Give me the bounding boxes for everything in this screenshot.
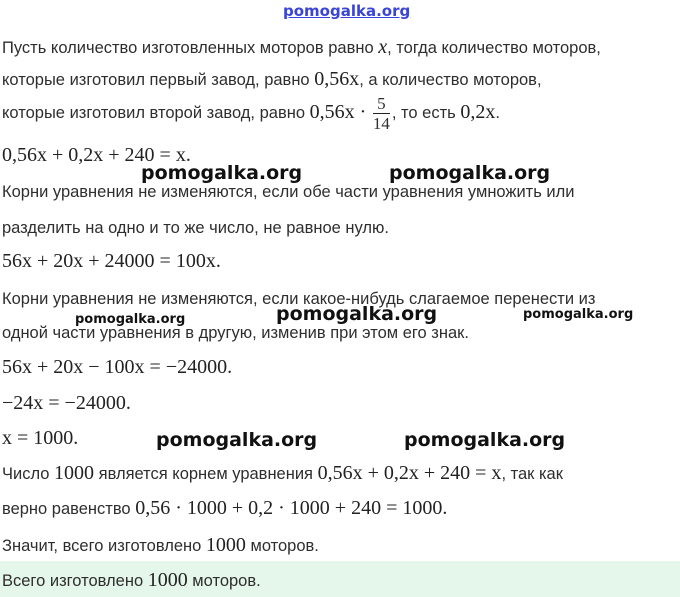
math: 0,56x ·: [309, 100, 367, 123]
text-line-10: [2, 534, 319, 557]
numerator: 5: [377, 94, 386, 113]
text: моторов.: [245, 537, 319, 555]
watermark: pomogalka.org: [389, 162, 551, 184]
text: моторов.: [187, 572, 261, 590]
math: 0,56 · 1000 + 0,2 · 1000 + 240 = 1000.: [135, 497, 448, 519]
text: .: [495, 103, 500, 122]
math: 1000: [205, 534, 246, 556]
text: которые изготовил первый завод, равно: [2, 71, 315, 89]
equation-1: 0,56x + 0,2x + 240 = x.: [2, 144, 191, 166]
text-line-4: Корни уравнения не изменяются, если обе части уравнения умножить или: [2, 183, 575, 201]
watermark: pomogalka.org: [75, 312, 186, 327]
answer-line: [2, 569, 261, 592]
equation-3: 56x + 20x − 100x = −24000.: [2, 356, 233, 378]
text: верно равенство: [2, 500, 136, 518]
equation-2: 56x + 20x + 24000 = 100x.: [2, 250, 221, 272]
text-line-1: [2, 36, 601, 59]
watermark: pomogalka.org: [156, 429, 318, 451]
watermark: pomogalka.org: [141, 162, 303, 184]
equation-5: x = 1000.: [2, 427, 79, 449]
text-line-3: [2, 94, 500, 133]
text-line-2: [2, 68, 542, 91]
text-line-7: одной части уравнения в другую, изменив при этом его знак.: [2, 324, 469, 342]
text-line-8: [2, 462, 563, 485]
text: , то есть: [391, 103, 461, 122]
site-link[interactable]: pomogalka.org: [283, 2, 411, 20]
text-line-5: разделить на одно и то же число, не равное нулю.: [2, 219, 389, 237]
text: Всего изготовлено: [2, 572, 148, 590]
answer-box: [0, 561, 680, 597]
watermark: pomogalka.org: [404, 429, 566, 451]
math: 0,56x: [314, 68, 360, 90]
math: 0,2x: [460, 100, 496, 123]
text: Пусть количество изготовленных моторов равно: [2, 39, 379, 57]
text-line-9: [2, 497, 447, 520]
text: , тогда количество моторов,: [387, 39, 601, 57]
equation-4: −24x = −24000.: [2, 392, 131, 414]
text: которые изготовил второй завод, равно: [2, 103, 310, 122]
watermark: pomogalka.org: [276, 303, 438, 325]
math: 1000: [147, 569, 188, 591]
watermark: pomogalka.org: [523, 307, 634, 322]
text: является корнем уравнения: [94, 465, 318, 483]
text: Число: [2, 465, 55, 483]
fraction: [373, 94, 390, 133]
math: 0,56x + 0,2x + 240 = x: [317, 462, 502, 484]
text: , а количество моторов,: [359, 71, 542, 89]
text-line-6: Корни уравнения не изменяются, если какое-нибудь слагаемое перенести из: [2, 290, 596, 308]
text: , так как: [501, 465, 563, 483]
math: x: [378, 36, 388, 58]
text: Значит, всего изготовлено: [2, 537, 206, 555]
denominator: 14: [372, 114, 390, 133]
math: 1000: [54, 462, 95, 484]
